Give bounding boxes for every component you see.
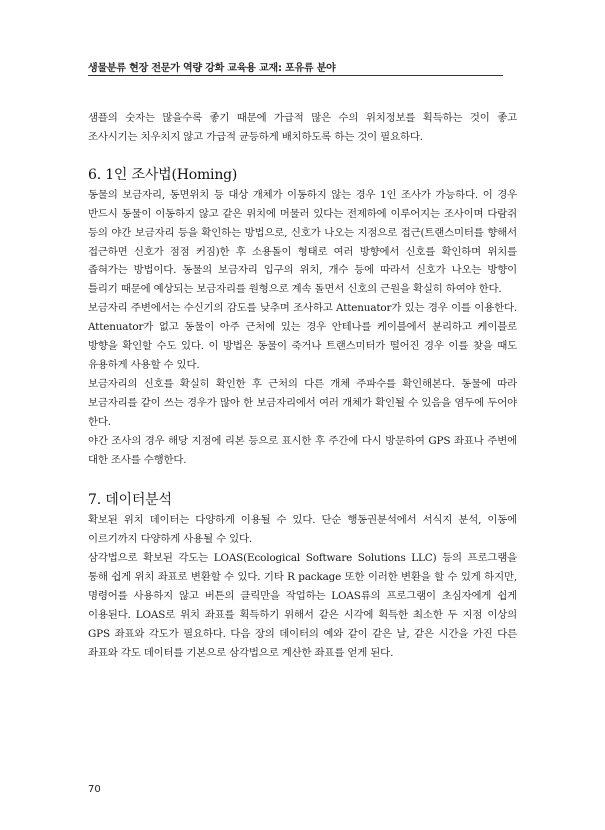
page-content	[88, 109, 517, 663]
section-7-paragraph-1: 확보된 위치 데이터는 다양하게 이용될 수 있다. 단순 행동권분석에서 서식지 분석, 이동에 이르기까지 다양하게 사용될 수 있다.	[88, 514, 517, 546]
page-number: 70	[88, 784, 101, 795]
section-6-paragraph-3: 보금자리의 신호를 확실히 확인한 후 근처의 다른 개체 주파수를 확인해본다. 동물에 따라 보금자리를 같이 쓰는 경우가 많아 한 보금자리에서 여러 개체가 확인될 수 있음을 염두에 두어야 한다.	[88, 377, 517, 428]
running-header: 생물분류 현장 전문가 역량 강화 교육용 교재: 포유류 분야	[88, 63, 336, 74]
section-6-heading: 6. 1인 조사법(Homing)	[88, 166, 238, 183]
intro-paragraph: 샘플의 숫자는 많을수록 좋기 때문에 가급적 많은 수의 위치정보를 획득하는 것이 좋고 조사시기는 치우치지 않고 가급적 균등하게 배치하도록 하는 것이 필요하다.	[88, 112, 517, 143]
header-divider	[88, 75, 503, 76]
section-7-paragraph-2: 삼각법으로 확보된 각도는 LOAS(Ecological Software Solutions LLC) 등의 프로그램을 통해 쉽게 위치 좌표로 변환할 수 있다. 기타 R package 또한 이러한 변환을 할 수 있게 하지만, 명령어를 사용하지 않고 버튼의 클릭만을 작업하는 LOAS류의 프로그램이 초심자에게 쉽게 이용된다. LOAS로 위치 좌표를 획득하기 위해서 같은 시각에 획득한 최소한 두 지점 이상의 GPS 좌표와 각도가 필요하다. 다음 장의 데이터의 예와 같이 같은 날, 같은 시간을 가진 다른 좌표와 각도 데이터를 기본으로 삼각법으로 계산한 좌표를 얻게 된다.	[88, 552, 517, 659]
section-6-paragraph-1: 동물의 보금자리, 동면위치 등 대상 개체가 이동하지 않는 경우 1인 조사가 가능하다. 이 경우 반드시 동물이 이동하지 않고 같은 위치에 머물러 있다는 전제하에 이루어지는 조사이며 다람쥐 등의 야간 보금자리 등을 확인하는 방법으로, 신호가 나오는 지점으로 접근(트랜스미터를 향해서 접근하면 신호가 점점 커짐)한 후 소용돌이 형태로 여러 방향에서 신호를 확인하며 위치를 좁혀가는 방법이다. 동물의 보금자리 입구의 위치, 개수 등에 따라서 신호가 나오는 방향이 틀리기 때문에 예상되는 보금자리를 원형으로 계속 돌면서 신호의 근원을 확실히 하여야 한다.	[88, 188, 517, 296]
section-6-paragraph-4: 야간 조사의 경우 해당 지점에 리본 등으로 표시한 후 주간에 다시 방문하여 GPS 좌표나 주변에 대한 조사를 수행한다.	[88, 434, 517, 466]
section-6-paragraph-2: 보금자리 주변에서는 수신기의 감도를 낮추며 조사하고 Attenuator가 있는 경우 이를 이용한다. Attenuator가 없고 동물이 아주 근처에 있는 경우 안테나를 케이블에서 분리하고 케이블로 방향을 확인할 수도 있다. 이 방법은 동물이 죽거나 트랜스미터가 떨어진 경우 이를 찾을 때도 유용하게 사용할 수 있다.	[88, 302, 517, 371]
section-7-heading: 7. 데이터분석	[88, 492, 172, 509]
